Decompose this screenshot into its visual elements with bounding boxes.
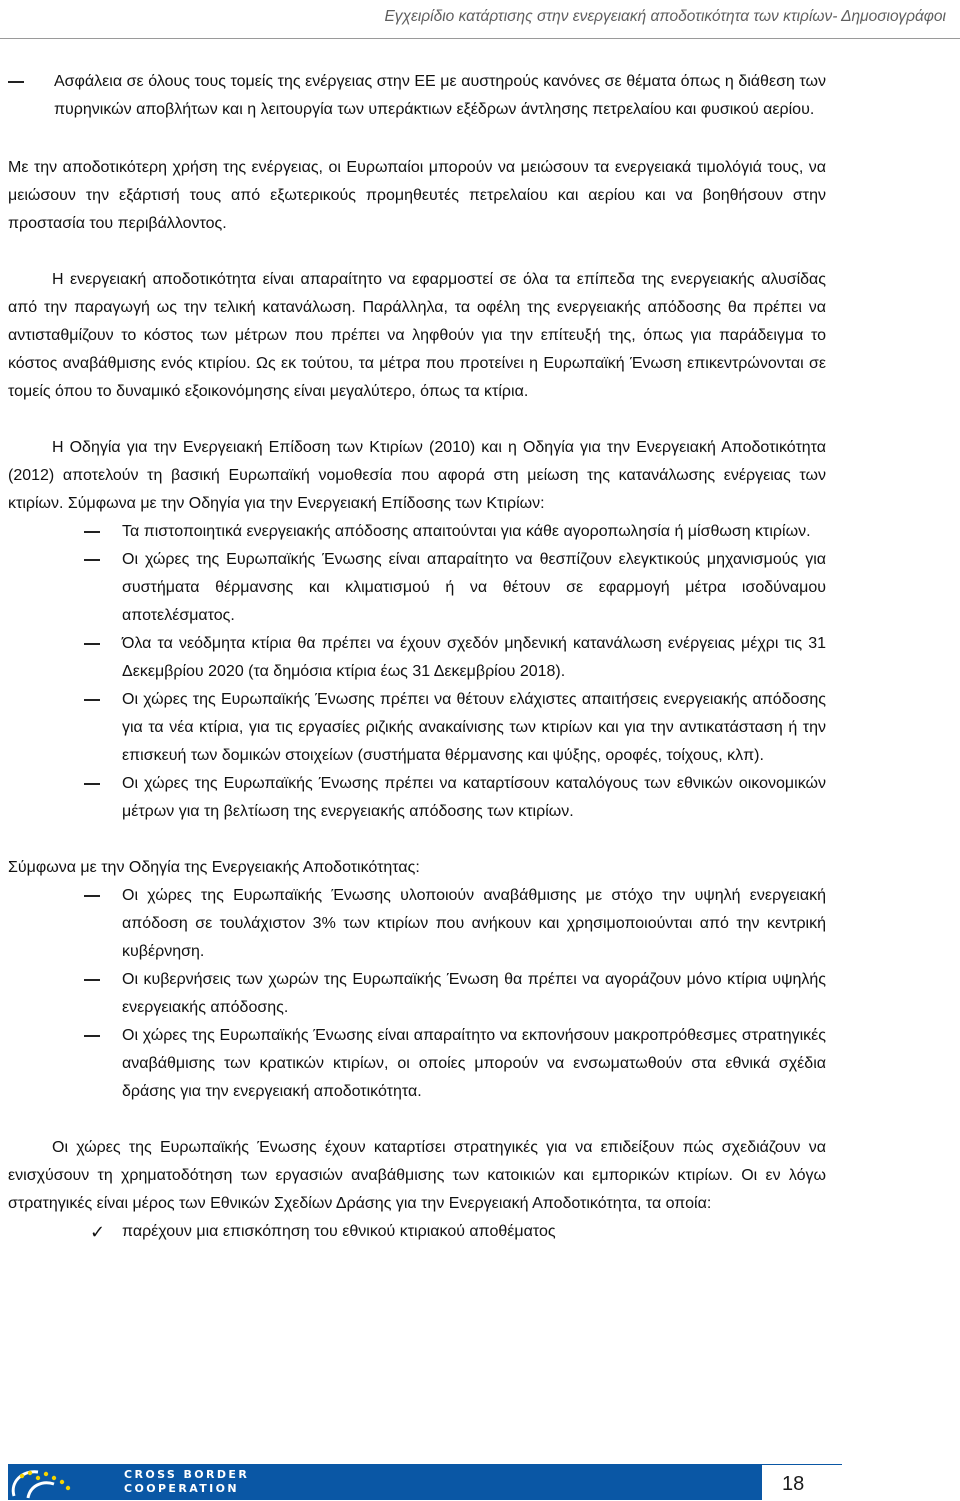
list-item: Όλα τα νεόδμητα κτίρια θα πρέπει να έχουν σχεδόν μηδενική κατανάλωση ενέργειας μέχρι τις 31 Δεκεμβρίου 2020 (τα δημόσια κτίρια έως 31 Δεκεμβρίου 2018). <box>8 630 826 686</box>
document-title: Εγχειρίδιο κατάρτισης στην ενεργειακή αποδοτικότητα των κτιρίων- Δημοσιογράφοι <box>384 8 946 25</box>
footer-brand-bar <box>96 1464 762 1500</box>
dash-bullet-icon <box>84 979 100 981</box>
paragraph-efficiency-benefits: Με την αποδοτικότερη χρήση της ενέργειας, οι Ευρωπαίοι μπορούν να μειώσουν τα ενεργειακά τιμολόγιά τους, να μειώσουν την εξάρτισή τους από εξωτερικούς προμηθευτές πετρελαίου και αερίου και να βοηθήσουν στην προστασία του περιβάλλοντος. <box>8 159 826 232</box>
list-item: Οι χώρες της Ευρωπαϊκής Ένωσης είναι απαραίτητο να εκπονήσουν μακροπρόθεσμες στρατηγικές αναβάθμισης των κρατικών κτιρίων, οι οποίες μπορούν να ενσωματωθούν στα εθνικά σχέδια δράσης για την ενεργειακή αποδοτικότητα. <box>8 1022 826 1106</box>
dash-bullet-icon <box>84 531 100 533</box>
eu-stars-swirl-icon <box>8 1464 96 1500</box>
dash-bullet-icon <box>8 81 24 83</box>
dash-bullet-icon <box>84 1035 100 1037</box>
epbd-list <box>8 518 826 826</box>
check-list <box>8 1218 826 1246</box>
dash-bullet-icon <box>84 699 100 701</box>
list-item: Οι κυβερνήσεις των χωρών της Ευρωπαϊκής Ένωση θα πρέπει να αγοράζουν μόνο κτίρια υψηλής ενεργειακής απόδοσης. <box>8 966 826 1022</box>
paragraph-directives: Η Οδηγία για την Ενεργειακή Επίδοση των Κτιρίων (2010) και η Οδηγία για την Ενεργειακή Αποδοτικότητα (2012) αποτελούν τη βασική Ευρωπαϊκή νομοθεσία που αφορά στη μείωση της κατανάλωσης ενέργειας των κτιρίων. Σύμφωνα με την Οδηγία για την Ενεργειακή Επίδοσης των Κτιρίων: <box>8 439 826 512</box>
footer-brand-text: CROSS BORDER COOPERATION <box>124 1468 250 1495</box>
dash-bullet-icon <box>84 895 100 897</box>
list-item: Οι χώρες της Ευρωπαϊκής Ένωσης πρέπει να καταρτίσουν καταλόγους των εθνικών οικονομικών μέτρων για τη βελτίωση της ενεργειακής απόδοσης των κτιρίων. <box>8 770 826 826</box>
list-item: Οι χώρες της Ευρωπαϊκής Ένωσης υλοποιούν αναβάθμισης με στόχο την υψηλή ενεργειακή απόδοση σε τουλάχιστον 3% των κτιρίων που ανήκουν και χρησιμοποιούνται από την κεντρική κυβέρνηση. <box>8 882 826 966</box>
checkmark-icon: ✓ <box>90 1222 106 1242</box>
dash-bullet-icon <box>84 559 100 561</box>
intro-bullet-item <box>8 68 826 124</box>
page-footer <box>0 1454 960 1500</box>
paragraph-eed-intro: Σύμφωνα με την Οδηγία της Ενεργειακής Αποδοτικότητας: <box>8 859 420 876</box>
page-number-box <box>762 1464 842 1501</box>
paragraph-national-strategies: Οι χώρες της Ευρωπαϊκής Ένωσης έχουν καταρτίσει στρατηγικές για να επιδείξουν πώς σχεδιάζουν να ενισχύσουν τη χρηματοδότηση των εργασιών αναβάθμισης των κατοικιών και εμπορικών κτιρίων. Οι εν λόγω στρατηγικές είναι μέρος των Εθνικών Σχεδίων Δράσης για την Ενεργειακή Αποδοτικότητα, τα οποία: <box>8 1139 826 1212</box>
page-header <box>0 0 960 39</box>
eed-list <box>8 882 826 1106</box>
paragraph-energy-chain: Η ενεργειακή αποδοτικότητα είναι απαραίτητο να εφαρμοστεί σε όλα τα επίπεδα της ενεργειακής αλυσίδας από την παραγωγή ως την τελική κατανάλωση. Παράλληλα, τα οφέλη της ενεργειακής απόδοσης θα πρέπει να αντισταθμίζουν το κόστος των μέτρων που πρέπει να ληφθούν για την επίτευξή της, όπως για παράδειγμα το κόστος αναβάθμισης ενός κτιρίου. Ως εκ τούτου, τα μέτρα που προτείνει η Ευρωπαϊκή Ένωση επικεντρώνονται σε τομείς όπου το δυναμικό εξοικονόμησης είναι μεγαλύτερο, όπως τα κτίρια. <box>8 271 826 400</box>
page-number: 18 <box>782 1473 805 1495</box>
intro-bullet-text: Ασφάλεια σε όλους τους τομείς της ενέργειας στην ΕΕ με αυστηρούς κανόνες σε θέματα όπως η διάθεση των πυρηνικών αποβλήτων και η λειτουργία των υπεράκτιων εξέδρων άντλησης πετρελαίου και φυσικού αερίου. <box>54 73 826 118</box>
dash-bullet-icon <box>84 783 100 785</box>
dash-bullet-icon <box>84 643 100 645</box>
page-content <box>8 68 826 1246</box>
list-item: Οι χώρες της Ευρωπαϊκής Ένωσης είναι απαραίτητο να θεσπίζουν ελεγκτικούς μηχανισμούς για συστήματα θέρμανσης και κλιματισμού ή να θέτουν σε εφαρμογή μέτρα ισοδύναμου αποτελέσματος. <box>8 546 826 630</box>
list-item: Οι χώρες της Ευρωπαϊκής Ένωσης πρέπει να θέτουν ελάχιστες απαιτήσεις ενεργειακής απόδοσης για τα νέα κτίρια, για τις εργασίες ριζικής ανακαίνισης των κτιρίων και για την αντικατάσταση ή την επισκευή των δομικών στοιχείων (συστήματα θέρμανσης και ψύξης, οροφές, τοίχους, κλπ). <box>8 686 826 770</box>
list-item: ✓ παρέχουν μια επισκόπηση του εθνικού κτιριακού αποθέματος <box>8 1218 826 1246</box>
eu-logo <box>8 1464 96 1500</box>
list-item: Τα πιστοποιητικά ενεργειακής απόδοσης απαιτούνται για κάθε αγοροπωλησία ή μίσθωση κτιρίων. <box>8 518 826 546</box>
